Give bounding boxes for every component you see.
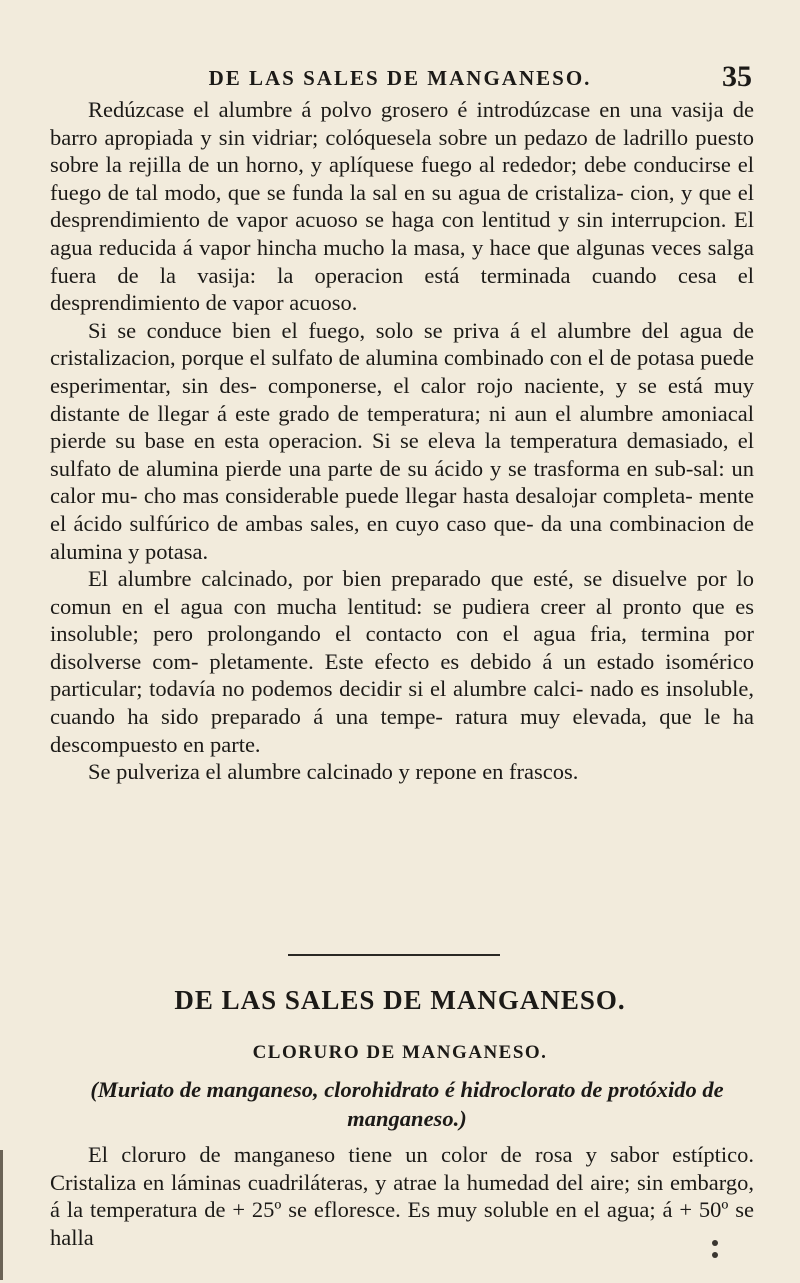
main-text	[50, 96, 754, 786]
paragraph: El cloruro de manganeso tiene un color de rosa y sabor estíptico. Cristaliza en láminas cuadriláteras, y atrae la humedad del aire; sin embargo, á la temperatura de + 25º se efloresce. Es muy soluble en el agua; á + 50º se halla	[50, 1142, 754, 1250]
subsection-title: CLORURO DE MANGANESO.	[252, 1042, 548, 1063]
page-number: 35	[722, 60, 752, 93]
section-text	[50, 1141, 754, 1251]
section-divider	[288, 954, 500, 956]
paragraph: Si se conduce bien el fuego, solo se priva á el alumbre del agua de cristalizacion, porque el sulfato de alumina combinado con el de potasa puede esperimentar, sin des- componerse, el calor rojo naciente, y se está muy distante de llegar á este grado de temperatura; ni aun el alumbre amoniacal pierde su base en esta operacion. Si se eleva la temperatura demasiado, el sulfato de alumina pierde una parte de su ácido y se trasforma en sub-sal: un calor mu- cho mas considerable puede llegar hasta desalojar completa- mente el ácido sulfúrico de ambas sales, en cuyo caso que- da una combinacion de alumina y potasa.	[50, 317, 754, 564]
ink-mark	[712, 1252, 718, 1258]
paragraph: Redúzcase el alumbre á polvo grosero é introdúzcase en una vasija de barro apropiada y sin vidriar; colóquesela sobre un pedazo de ladrillo puesto sobre la rejilla de un horno, y aplíquese fuego al rededor; debe conducirse el fuego de tal modo, que se funda la sal en su agua de cristaliza- cion, y que el desprendimiento de vapor acuoso se haga con lentitud y sin interrupcion. El agua reducida á vapor hincha mucho la masa, y hace que algunas veces salga fuera de la vasija: la operacion está terminada cuando cesa el desprendimiento de vapor acuoso.	[50, 97, 754, 316]
ink-mark	[712, 1240, 718, 1246]
running-head-title: DE LAS SALES DE MANGANESO.	[208, 66, 592, 90]
paragraph: El alumbre calcinado, por bien preparado que esté, se disuelve por lo comun en el agua con mucha lentitud: se pudiera creer al pronto que es insoluble; pero prolongando el contacto con el agua fria, termina por disolverse com- pletamente. Este efecto es debido á un estado isomérico particular; todavía no podemos decidir si el alumbre calci- nado es insoluble, cuando ha sido preparado á una tempe- ratura muy elevada, que le ha descompuesto en parte.	[50, 566, 754, 757]
page-edge-shadow	[0, 1150, 3, 1280]
paragraph: Se pulveriza el alumbre calcinado y repone en frascos.	[88, 759, 579, 785]
section-title: DE LAS SALES DE MANGANESO.	[174, 985, 626, 1015]
running-head	[0, 60, 800, 96]
synonyms-note: (Muriato de manganeso, clorohidrato é hidroclorato de protóxido de manganeso.)	[90, 1077, 724, 1131]
